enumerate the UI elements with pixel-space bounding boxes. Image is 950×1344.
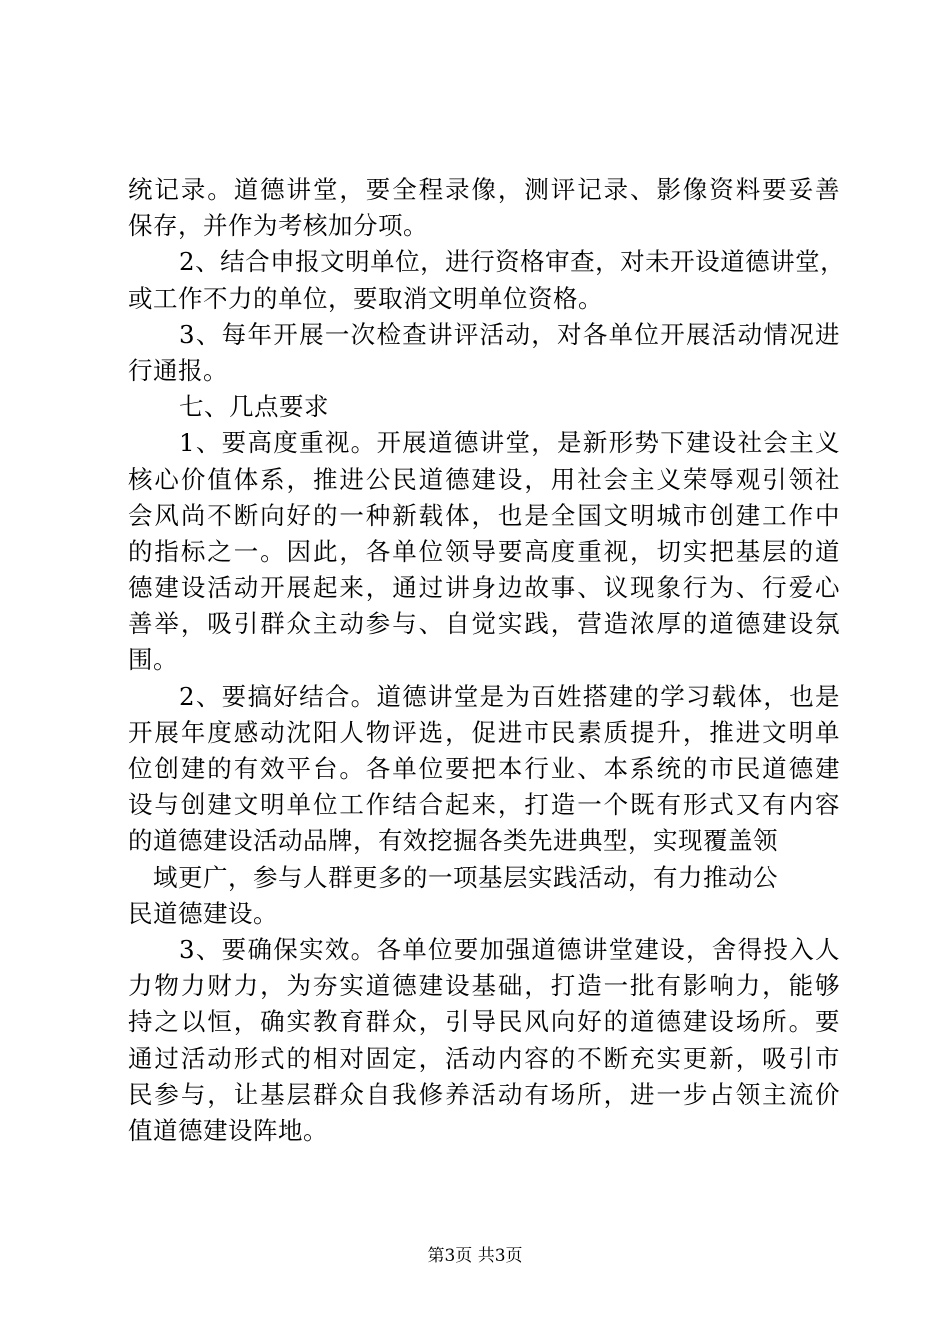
text-line: 值道德建设阵地。 <box>128 1115 328 1145</box>
text-line: 民道德建设。 <box>128 898 278 928</box>
text-line: 1、要高度重视。开展道德讲堂，是新形势下建设社会主义 <box>179 428 840 458</box>
text-line: 开展年度感动沈阳人物评选，促进市民素质提升，推进文明单 <box>128 717 840 747</box>
text-line: 3、要确保实效。各单位要加强道德讲堂建设，舍得投入人 <box>179 934 840 964</box>
text-line: 2、要搞好结合。道德讲堂是为百姓搭建的学习载体，也是 <box>179 681 840 711</box>
text-line: 持之以恒，确实教育群众，引导民风向好的道德建设场所。要 <box>128 1007 840 1037</box>
text-line: 行通报。 <box>128 355 228 385</box>
text-line: 或工作不力的单位，要取消文明单位资格。 <box>128 283 603 313</box>
text-line: 保存，并作为考核加分项。 <box>128 211 428 241</box>
text-line: 2、结合申报文明单位，进行资格审查，对未开设道德讲堂， <box>179 247 846 277</box>
text-line: 3、每年开展一次检查讲评活动，对各单位开展活动情况进 <box>179 319 840 349</box>
document-body <box>128 172 846 1149</box>
text-line: 核心价值体系，推进公民道德建设，用社会主义荣辱观引领社 <box>128 464 840 494</box>
section-heading: 七、几点要求 <box>179 392 329 422</box>
page-footer: 第3页 共3页 <box>427 1246 523 1266</box>
text-line: 通过活动形式的相对固定，活动内容的不断充实更新，吸引市 <box>128 1043 840 1073</box>
text-line: 域更广，参与人群更多的一项基层实践活动，有力推动公 <box>153 862 778 892</box>
text-line: 的指标之一。因此，各单位领导要高度重视，切实把基层的道 <box>128 536 840 566</box>
text-line: 设与创建文明单位工作结合起来，打造一个既有形式又有内容 <box>128 790 840 820</box>
text-line: 位创建的有效平台。各单位要把本行业、本系统的市民道德建 <box>128 754 840 783</box>
text-line: 的道德建设活动品牌，有效挖掘各类先进典型，实现覆盖领 <box>128 826 778 856</box>
text-line: 统记录。道德讲堂，要全程录像，测评记录、影像资料要妥善 <box>128 175 840 204</box>
text-line: 力物力财力，为夯实道德建设基础，打造一批有影响力，能够 <box>128 971 840 1001</box>
text-line: 围。 <box>128 645 178 675</box>
text-line: 德建设活动开展起来，通过讲身边故事、议现象行为、行爱心 <box>128 573 840 603</box>
text-line: 民参与，让基层群众自我修养活动有场所，进一步占领主流价 <box>128 1079 840 1109</box>
text-line: 会风尚不断向好的一种新载体，也是全国文明城市创建工作中 <box>128 500 840 530</box>
text-line: 善举，吸引群众主动参与、自觉实践，营造浓厚的道德建设氛 <box>128 609 840 639</box>
